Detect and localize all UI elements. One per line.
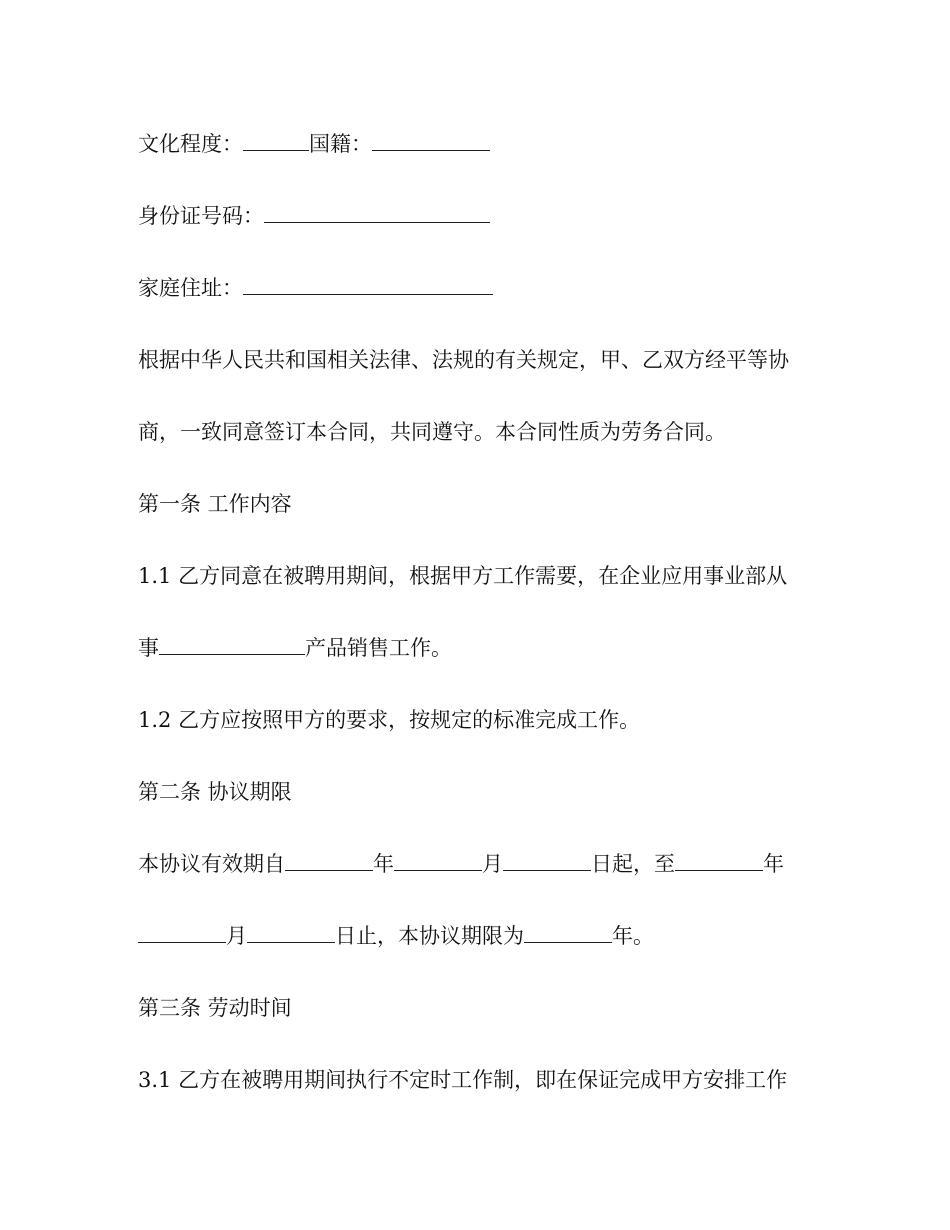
start-year-blank[interactable] [285,850,373,871]
id-number-label: 身份证号码： [138,204,264,228]
clause-1-1-suffix: 产品销售工作。 [305,636,452,660]
end-month-blank[interactable] [138,922,226,943]
clause-1-2: 1.2 乙方应按照甲方的要求，按规定的标准完成工作。 [138,708,641,732]
education-label: 文化程度： [138,132,243,156]
end-year-blank[interactable] [675,850,763,871]
id-number-line [138,202,490,230]
home-address-label: 家庭住址： [138,276,243,300]
day-start-label: 日起，至 [591,852,675,876]
end-month-label: 月 [226,924,247,948]
education-nationality-line [138,130,490,158]
start-day-blank[interactable] [503,850,591,871]
education-blank[interactable] [243,130,309,151]
clause-1-1-prefix: 事 [138,636,159,660]
end-year-label: 年 [763,852,784,876]
start-month-blank[interactable] [394,850,482,871]
clause-1-1-line-1: 1.1 乙方同意在被聘用期间，根据甲方工作需要，在企业应用事业部从 [138,564,788,588]
clause-1-1-line-2 [138,634,452,662]
end-day-blank[interactable] [247,922,335,943]
preamble-line-1: 根据中华人民共和国相关法律、法规的有关规定，甲、乙双方经平等协 [138,348,789,372]
term-years-label: 年。 [612,924,654,948]
article-2-heading: 第二条 协议期限 [138,780,292,804]
term-start-label: 本协议有效期自 [138,852,285,876]
product-blank[interactable] [159,634,305,655]
home-address-line [138,274,493,302]
preamble-line-2: 商，一致同意签订本合同，共同遵守。本合同性质为劳务合同。 [138,420,726,444]
month-label: 月 [482,852,503,876]
term-line-2 [138,922,654,950]
id-number-blank[interactable] [264,202,490,223]
article-3-heading: 第三条 劳动时间 [138,996,292,1020]
term-line-1 [138,850,784,878]
nationality-blank[interactable] [372,130,490,151]
clause-3-1-line-1: 3.1 乙方在被聘用期间执行不定时工作制，即在保证完成甲方安排工作 [138,1068,788,1092]
end-day-label: 日止，本协议期限为 [335,924,524,948]
term-years-blank[interactable] [524,922,612,943]
nationality-label: 国籍： [309,132,372,156]
year-label: 年 [373,852,394,876]
home-address-blank[interactable] [243,274,493,295]
article-1-heading: 第一条 工作内容 [138,492,292,516]
